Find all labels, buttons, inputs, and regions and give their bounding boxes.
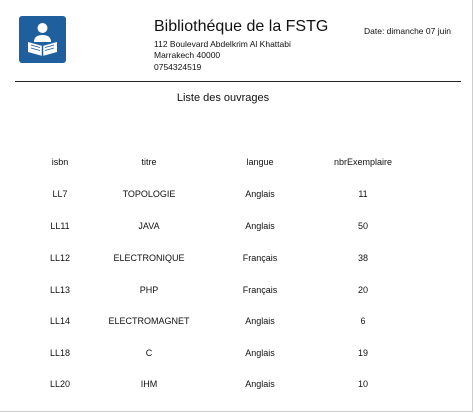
cell-isbn: LL14 (49, 316, 71, 326)
cell-langue: Anglais (245, 316, 275, 326)
library-name: Bibliothéque de la FSTG (154, 18, 329, 35)
cell-isbn: LL12 (49, 253, 71, 263)
cell-isbn: LL13 (49, 285, 71, 295)
cell-isbn: LL20 (49, 379, 71, 389)
cell-isbn: LL18 (49, 348, 71, 358)
cell-titre: TOPOLOGIE (122, 189, 176, 199)
cell-titre: PHP (139, 285, 159, 295)
report-title-text: Liste des ouvrages (176, 92, 270, 104)
cell-nbrexemplaire: 20 (357, 285, 368, 295)
cell-nbrexemplaire: 19 (357, 348, 368, 358)
cell-isbn: LL7 (52, 189, 68, 199)
reader-icon (19, 16, 66, 63)
cell-langue: Anglais (245, 221, 275, 231)
cell-nbrexemplaire: 11 (358, 189, 368, 199)
column-header-titre: titre (141, 157, 157, 167)
cell-titre: JAVA (138, 221, 160, 231)
address-city: Marrakech 40000 (154, 50, 221, 60)
cell-titre: ELECTRONIQUE (113, 253, 185, 263)
cell-langue: Anglais (245, 189, 275, 199)
cell-titre: ELECTROMAGNET (108, 316, 190, 326)
column-header-isbn: isbn (51, 157, 69, 167)
phone-number: 0754324519 (154, 62, 202, 72)
cell-langue: Anglais (245, 379, 275, 389)
cell-nbrexemplaire: 50 (357, 221, 368, 231)
cell-titre: IHM (140, 379, 158, 389)
cell-isbn: LL11 (50, 221, 70, 231)
cell-langue: Anglais (245, 348, 275, 358)
column-header-langue: langue (246, 157, 274, 167)
cell-langue: Français (242, 253, 278, 263)
cell-nbrexemplaire: 38 (357, 253, 368, 263)
cell-nbrexemplaire: 10 (357, 379, 368, 389)
cell-langue: Français (242, 285, 278, 295)
column-header-nbrexemplaire: nbrExemplaire (333, 157, 393, 167)
header-divider (15, 81, 461, 82)
report-date: Date: dimanche 07 juin (364, 26, 451, 36)
cell-titre: C (145, 348, 153, 358)
cell-nbrexemplaire: 6 (360, 316, 366, 326)
report-title (0, 91, 446, 105)
address-street: 112 Boulevard Abdelkrim Al Khattabi (154, 39, 291, 49)
library-logo (19, 16, 66, 63)
